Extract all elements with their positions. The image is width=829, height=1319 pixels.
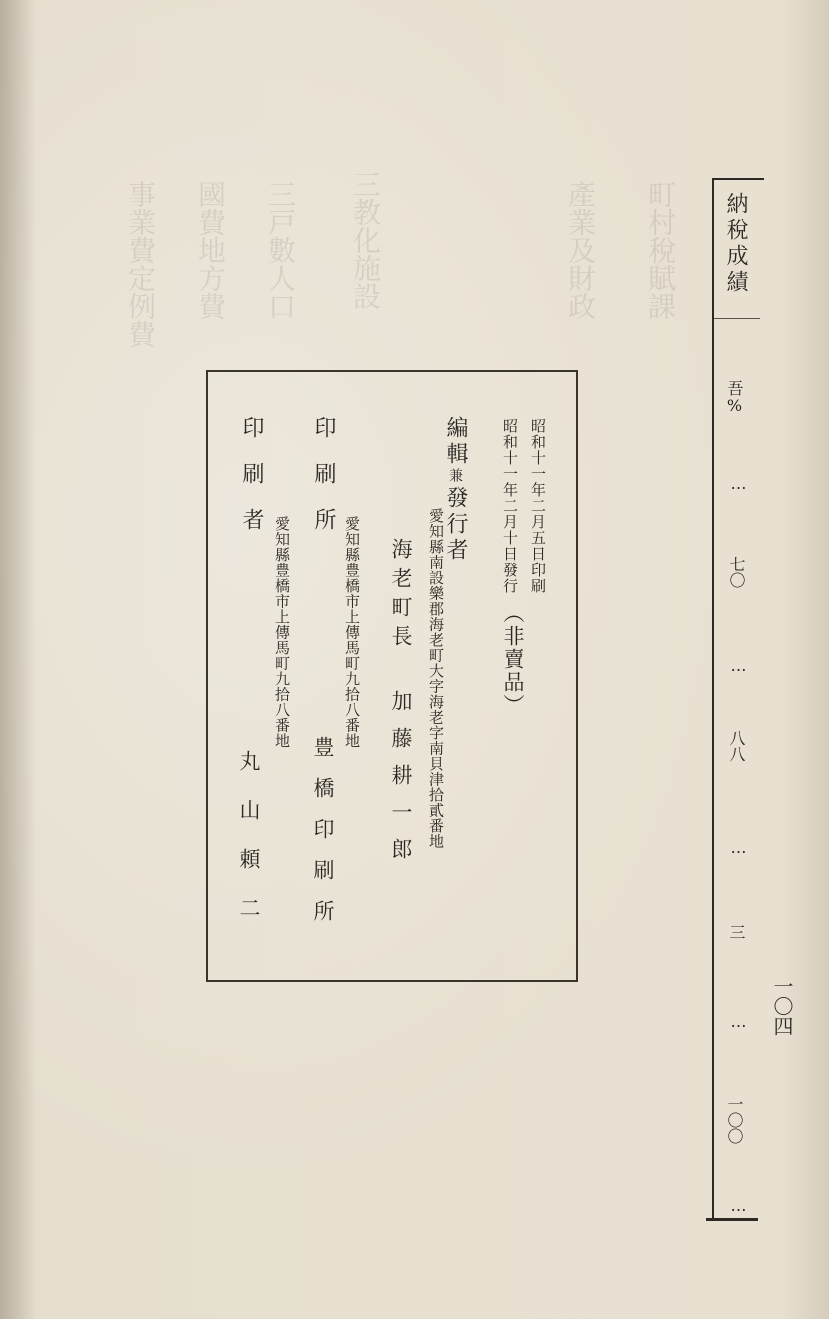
- print-date: 昭和十一年二月五日印刷: [529, 418, 547, 594]
- printshop-name: 豊橋印刷所: [311, 736, 335, 941]
- margin-section-title: 納稅成績: [723, 192, 748, 296]
- spine-shadow: [0, 0, 36, 1319]
- editor-label: [444, 416, 466, 564]
- margin-dots: …: [729, 474, 748, 493]
- editor-name: 加藤耕一郎: [389, 690, 413, 875]
- not-for-sale-note: （非賣品）: [501, 602, 525, 717]
- margin-value: 八八: [727, 730, 746, 762]
- margin-rule-bottom: [706, 1218, 758, 1221]
- margin-value: 三: [727, 924, 746, 940]
- margin-value: 一〇〇: [725, 1096, 744, 1144]
- printshop-label: 印刷所: [311, 416, 336, 554]
- editor-role-2: 發行者: [443, 486, 468, 564]
- show-through: 三戸數人口: [264, 180, 297, 320]
- show-through: 事業費定例費: [124, 180, 157, 348]
- issue-date: 昭和十一年二月十日發行: [501, 418, 519, 594]
- margin-value: 七〇: [727, 556, 746, 588]
- show-through: 產業及財政: [564, 180, 597, 320]
- printer-address: 愛知縣豊橋市上傳馬町九拾八番地: [273, 516, 291, 749]
- show-through: 町村稅賦課: [644, 180, 677, 320]
- page-number: 一〇四: [770, 976, 794, 1036]
- margin-dots: …: [729, 838, 748, 857]
- editor-role-small: 兼: [447, 468, 463, 486]
- editor-role: 編輯: [443, 416, 468, 468]
- editor-title: 海老町長: [389, 538, 413, 654]
- margin-dots: …: [729, 1196, 748, 1215]
- margin-rule-top: [712, 178, 764, 180]
- colophon-box: [206, 370, 578, 982]
- printshop-address: 愛知縣豊橋市上傳馬町九拾八番地: [343, 516, 361, 749]
- show-through: 國費地方費: [194, 180, 227, 320]
- margin-dots: …: [729, 1012, 748, 1031]
- editor-address: 愛知縣南設樂郡海老町大字海老字南貝津拾貳番地: [427, 508, 445, 849]
- margin-value: 吾%: [725, 380, 744, 415]
- show-through: 三教化施設: [349, 170, 382, 310]
- printer-label: 印刷者: [239, 416, 264, 554]
- margin-divider: [714, 318, 760, 319]
- margin-rule-left: [712, 178, 714, 1220]
- margin-dots: …: [729, 656, 748, 675]
- printer-name: 丸山頼二: [237, 750, 261, 946]
